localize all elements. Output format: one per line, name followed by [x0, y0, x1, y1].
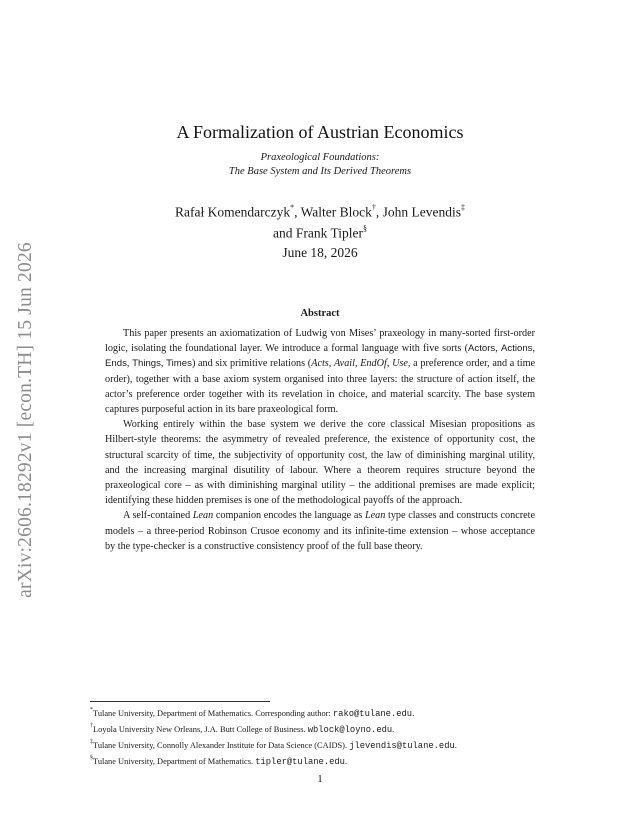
footnote-text: Tulane University, Department of Mathematics. Corresponding author:: [93, 708, 333, 718]
subtitle-line-2: The Base System and Its Derived Theorems: [228, 165, 412, 177]
arxiv-identifier: arXiv:2606.18292v1 [econ.TH] 15 Jun 2026: [15, 242, 37, 598]
sort-name: Actions: [501, 343, 533, 355]
author-name: John Levendis: [382, 204, 461, 220]
footnote-4: [90, 753, 560, 769]
paper-subtitle: [105, 151, 535, 178]
relation-name: Acts: [311, 358, 329, 370]
email-link[interactable]: jlevendis@tulane.edu: [349, 740, 455, 751]
author-name: Frank Tipler: [295, 225, 363, 240]
abstract-text: A self-contained: [123, 510, 193, 522]
author-name: Rafał Komendarczyk: [175, 204, 291, 220]
abstract-paragraph-2: Working entirely within the base system we derive the core classical Misesian propositions as Hilbert-style theorems: the asymmetry of revealed preference, the existence of opportunity cost, the structural scarcity of time, the subjectivity of opportunity cost, the law of diminishing marginal utility, and the increasing marginal disutility of labour. Where a theorem requires structure beyond the praxeological core – as with diminishing marginal utility – the additional premises are made explicit; identifying these hidden premises is one of the methodological payoffs of the approach.: [105, 419, 535, 507]
footnote-mark: §: [90, 755, 93, 762]
sort-name: Times: [166, 358, 192, 370]
lean-term: Lean: [192, 510, 214, 522]
author-footnote-mark[interactable]: *: [290, 203, 295, 212]
abstract-text: companion encodes the language as: [213, 510, 365, 522]
footnote-3: [90, 737, 560, 753]
author-footnote-mark[interactable]: ‡: [460, 203, 465, 212]
email-link[interactable]: tipler@tulane.edu: [255, 757, 345, 768]
sort-name: Things: [132, 358, 161, 370]
footnote-1: [90, 705, 560, 721]
page-number: 1: [317, 773, 323, 785]
sort-name: Actors: [468, 343, 496, 355]
author-footnote-mark[interactable]: §: [363, 223, 367, 233]
author-list: [105, 200, 535, 241]
abstract-text: , a preference order, and a time order), together with a base axiom system organised into three layers: the structure of action itself, the actor’s preference order together with its revelation in choice, and material scarcity. The base system captures purposeful action in its bare praxeological form.: [105, 358, 536, 416]
abstract-paragraph-3: [105, 508, 535, 554]
footnote-text: Tulane University, Connolly Alexander Institute for Data Science (CAIDS).: [93, 740, 350, 750]
abstract-paragraph-1: This paper presents an axiomatization of Ludwig von Mises’ praxeology in many-sorted first-order logic, isolating the foundational layer. We introduce a formal language with five sorts (Actors, Actions, Ends, Things, Times) and six primitive relations (Acts, Avail, EndOf, Use, a preference order, and a time order), together with a base axiom system organised into three layers: the structure of action itself, the actor’s preference order together with its revelation in choice, and material scarcity. The base system captures purposeful action in its bare praxeological form.: [105, 328, 536, 416]
abstract-text: ) and six primitive relations (: [191, 358, 312, 370]
abstract-heading: Abstract: [300, 308, 340, 319]
footnote-divider: [90, 701, 270, 702]
author-line-2: and Frank Tipler§: [272, 223, 367, 240]
footnote-mark: ‡: [90, 739, 93, 746]
footnote-end: .: [454, 740, 457, 750]
footnote-end: .: [412, 708, 415, 718]
relation-name: Avail: [334, 358, 355, 370]
relation-name: Use: [392, 358, 408, 370]
footnote-text: Loyola University New Orleans, J.A. Butt College of Business.: [93, 724, 308, 734]
footnote-text: Tulane University, Department of Mathematics.: [93, 757, 256, 767]
paper-date: June 18, 2026: [282, 245, 358, 260]
abstract-text: This paper presents an axiomatization of Ludwig von Mises’ praxeology in many-sorted first-order logic, isolating the foundational layer. We introduce a formal language with five sorts (: [105, 328, 535, 355]
email-link[interactable]: rako@tulane.edu: [332, 708, 413, 719]
sort-name: Ends: [105, 358, 127, 370]
email-link[interactable]: wblock@loyno.edu: [307, 724, 393, 735]
footnote-mark: †: [90, 723, 93, 730]
author-name: Walter Block: [300, 204, 372, 220]
footnote-end: .: [392, 724, 395, 734]
author-line-1: Rafał Komendarczyk*, Walter Block†, John Levendis‡: [175, 203, 465, 220]
footnotes: [90, 705, 560, 769]
arxiv-side-stamp: [6, 225, 46, 615]
lean-term: Lean: [364, 510, 386, 522]
author-footnote-mark[interactable]: †: [371, 203, 376, 212]
paper-title: A Formalization of Austrian Economics: [176, 122, 464, 142]
footnote-mark: *: [90, 707, 93, 713]
abstract-body: [105, 326, 535, 554]
abstract-text: type classes and constructs concrete models – a three-period Robinson Crusoe economy and its infinite-time extension – whose acceptance by the type-checker is a constructive consistency proof of the full base theory.: [105, 510, 536, 552]
footnote-end: .: [344, 757, 348, 767]
subtitle-line-1: Praxeological Foundations:: [260, 152, 380, 163]
relation-name: EndOf: [360, 358, 387, 370]
footnote-2: [90, 721, 560, 737]
